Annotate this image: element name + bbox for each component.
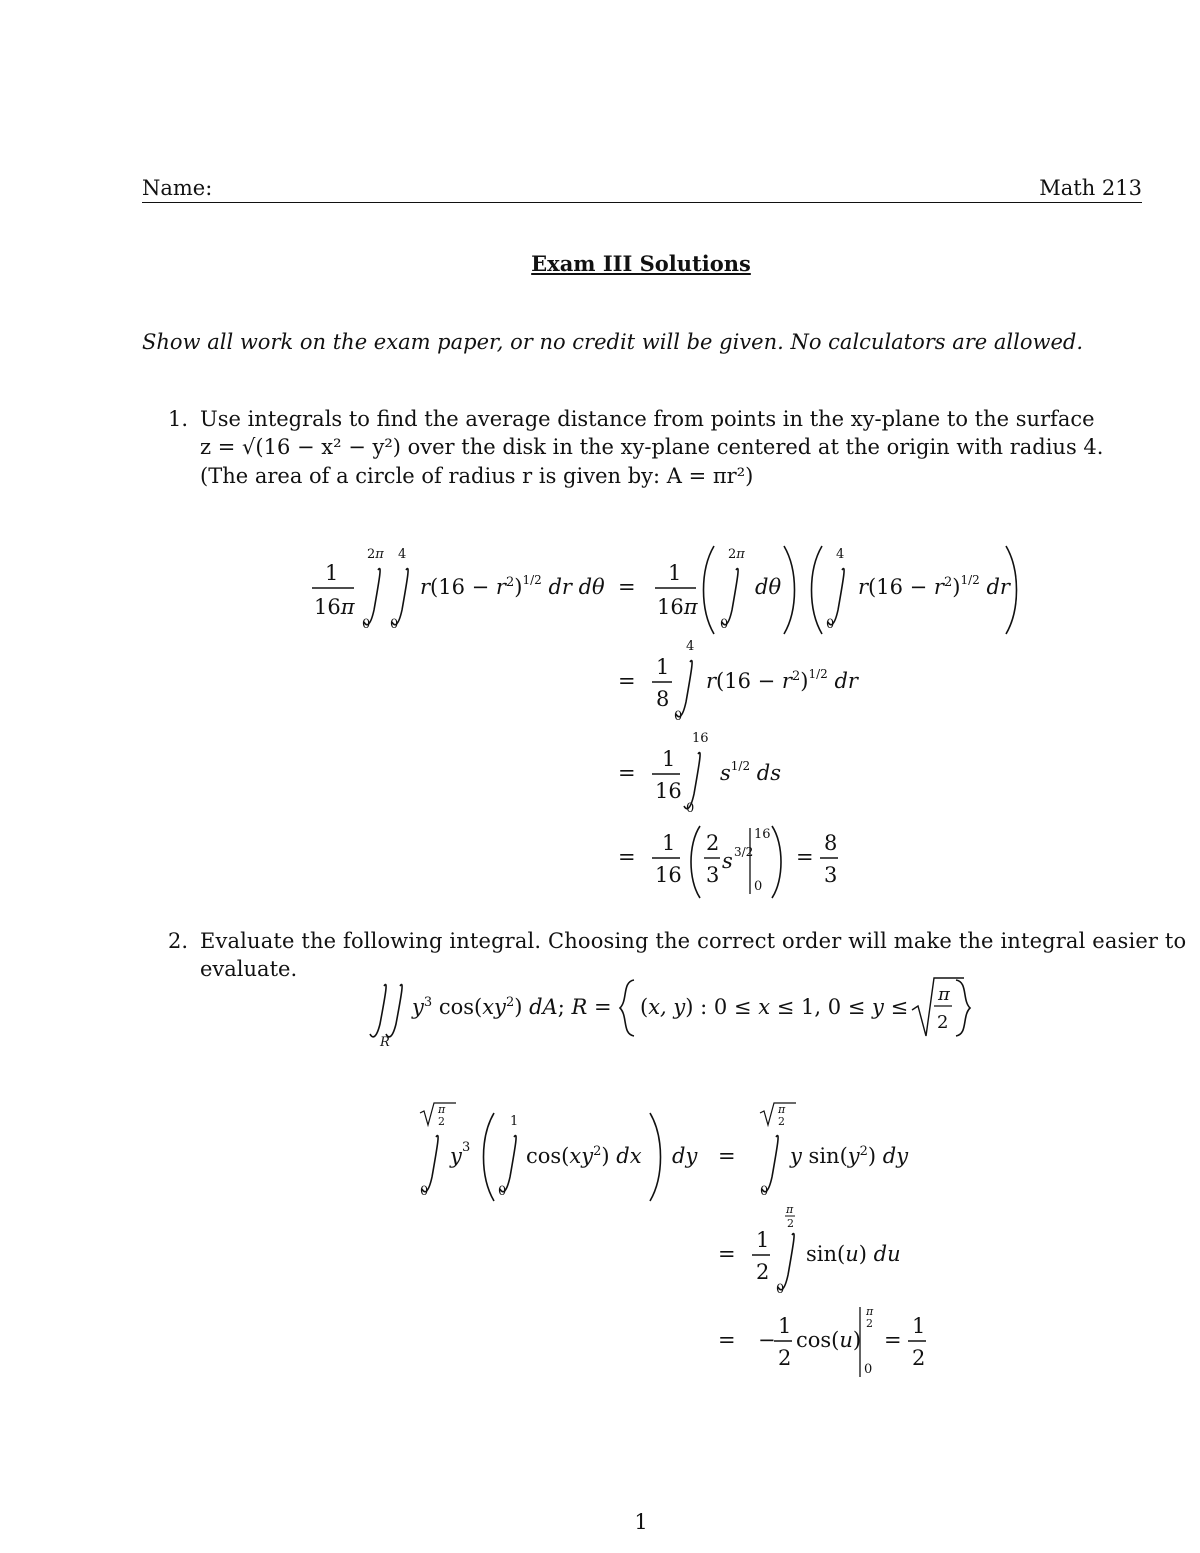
- svg-text:0: 0: [754, 879, 763, 894]
- svg-text:0: 0: [776, 1282, 785, 1297]
- svg-text:π: π: [778, 1103, 786, 1116]
- svg-text:r(16 − r2)1/2 dr: $r(16 - r^2)^{1/2}$ dr: [706, 667, 858, 693]
- svg-text:=: =: [618, 761, 636, 785]
- svg-text:1: 1: [668, 561, 682, 585]
- problem-1-number: 1.: [168, 407, 189, 431]
- svg-text:dy: dy: [672, 1144, 698, 1168]
- svg-text:y sin(y2) dy: y $\sin(y^2)$ dy: [790, 1144, 909, 1168]
- svg-text:3: 3: [824, 863, 838, 887]
- svg-text:0: 0: [390, 617, 399, 632]
- svg-text:4: 4: [398, 547, 407, 562]
- svg-text:4: 4: [836, 547, 845, 562]
- svg-text:16: 16: [655, 779, 682, 803]
- svg-text:s1/2 ds: $s^{1/2}$ ds: [720, 759, 781, 785]
- svg-text:8: 8: [824, 831, 838, 855]
- svg-text:=: =: [796, 845, 814, 869]
- svg-text:=: =: [718, 1242, 736, 1266]
- svg-text:y: y: [450, 1144, 462, 1168]
- svg-text:1: 1: [656, 655, 670, 679]
- problem-2-number: 2.: [168, 929, 189, 953]
- problem-2-statement: [0, 970, 1200, 1050]
- svg-text:2: 2: [438, 1115, 445, 1128]
- header-rule: [142, 202, 1142, 203]
- svg-text:2: 2: [778, 1346, 792, 1370]
- svg-text:1: 1: [510, 1114, 519, 1129]
- svg-text:1: 1: [325, 561, 339, 585]
- svg-text:0: 0: [760, 1184, 769, 1199]
- svg-text:3/2: 3/2: [734, 845, 754, 859]
- svg-text:16π: 16π: [657, 595, 698, 619]
- svg-text:3: 3: [462, 1140, 471, 1155]
- svg-text:2: 2: [756, 1260, 770, 1284]
- svg-text:0: 0: [498, 1184, 507, 1199]
- svg-text:π: π: [866, 1305, 874, 1318]
- solution-2-lhs: [420, 1103, 698, 1201]
- svg-text:16: 16: [692, 731, 709, 746]
- problem-1-line-3: (The area of a circle of radius r is given by: A = πr²): [200, 464, 754, 488]
- svg-text:0: 0: [420, 1184, 429, 1199]
- svg-text:sin(u) du: sin(u) du: [806, 1242, 901, 1266]
- solution-1-step-4: [618, 826, 838, 898]
- svg-text:1: 1: [662, 831, 676, 855]
- svg-text:r(16 − r2)1/2 dr dθ: $r(16 - r^2)^{1/2}$ dr dθ: [420, 573, 605, 599]
- problem-1-line-1: Use integrals to find the average distance from points in the xy-plane to the surface: [200, 407, 1095, 431]
- solution-2-step-3: [718, 1305, 926, 1377]
- svg-text:=: =: [884, 1328, 902, 1352]
- svg-text:0: 0: [864, 1362, 873, 1377]
- svg-text:=: =: [718, 1144, 736, 1168]
- svg-text:1: 1: [778, 1314, 792, 1338]
- svg-text:dθ: dθ: [755, 575, 782, 599]
- svg-text:16π: 16π: [314, 595, 355, 619]
- solution-1-math: [0, 530, 1200, 900]
- svg-text:0: 0: [720, 617, 729, 632]
- solution-2-step-1: [718, 1103, 909, 1199]
- svg-text:0: 0: [674, 709, 683, 724]
- svg-text:=: =: [618, 669, 636, 693]
- svg-text:−: −: [758, 1328, 776, 1352]
- svg-text:π: π: [438, 1103, 446, 1116]
- problem-1-line-2: z = √(16 − x² − y²) over the disk in the xy-plane centered at the origin with radius 4.: [200, 435, 1104, 459]
- svg-text:s: s: [722, 849, 733, 873]
- svg-text:2π: 2π: [367, 547, 384, 562]
- svg-text:16: 16: [655, 863, 682, 887]
- svg-text:=: =: [618, 845, 636, 869]
- svg-text:0: 0: [362, 617, 371, 632]
- instructions: Show all work on the exam paper, or no credit will be given. No calculators are allowed.: [142, 330, 1084, 354]
- solution-1-step-3: [618, 731, 781, 816]
- svg-text:3: 3: [706, 863, 720, 887]
- svg-text:2π: 2π: [728, 547, 745, 562]
- svg-text:2: 2: [787, 1217, 794, 1230]
- name-label: Name:: [142, 176, 213, 200]
- svg-text:2: 2: [778, 1115, 785, 1128]
- svg-text:R: R: [380, 1035, 390, 1050]
- svg-text:cos(xy2) dx: $\cos(xy^2)$ dx: [526, 1144, 642, 1168]
- solution-1-step-2: [618, 639, 860, 724]
- svg-text:r(16 − r2)1/2 dr: $r(16 - r^2)^{1/2}$ dr: [858, 573, 1010, 599]
- svg-text:2: 2: [866, 1317, 873, 1330]
- solution-2-math: [0, 1095, 1200, 1385]
- svg-text:2: 2: [937, 1012, 949, 1033]
- svg-text:π: π: [938, 984, 950, 1005]
- svg-text:16: 16: [754, 827, 771, 842]
- svg-text:1: 1: [662, 747, 676, 771]
- page-title: Exam III Solutions: [531, 251, 751, 276]
- svg-text:0: 0: [826, 617, 835, 632]
- svg-text:4: 4: [686, 639, 695, 654]
- course-label: Math 213: [1039, 176, 1142, 200]
- svg-text:y3 cos(xy2) dA; R =: $y^3$ $\cos(xy^2)$ dA; R =: [412, 995, 612, 1019]
- solution-1-lhs: [312, 547, 605, 632]
- svg-text:0: 0: [686, 801, 695, 816]
- svg-text:1: 1: [756, 1228, 770, 1252]
- svg-text:(x, y) : 0 ≤ x ≤ 1, 0 ≤ y ≤: (x, y) : 0 ≤ x ≤ 1, 0 ≤ y ≤: [640, 995, 909, 1019]
- svg-text:8: 8: [656, 687, 670, 711]
- svg-text:=: =: [618, 575, 636, 599]
- svg-text:=: =: [718, 1328, 736, 1352]
- solution-1-step-1: [618, 546, 1017, 634]
- solution-2-step-2: [718, 1203, 901, 1297]
- svg-text:2: 2: [912, 1346, 926, 1370]
- svg-text:1: 1: [912, 1314, 926, 1338]
- svg-text:π: π: [786, 1203, 794, 1216]
- page-number: 1: [634, 1510, 648, 1534]
- problem-2-line-1: Evaluate the following integral. Choosing the correct order will make the integral easier to: [200, 929, 1187, 953]
- problem-2-line-2: evaluate.: [200, 957, 298, 981]
- svg-text:cos(u): cos(u): [796, 1328, 862, 1352]
- svg-text:2: 2: [706, 831, 720, 855]
